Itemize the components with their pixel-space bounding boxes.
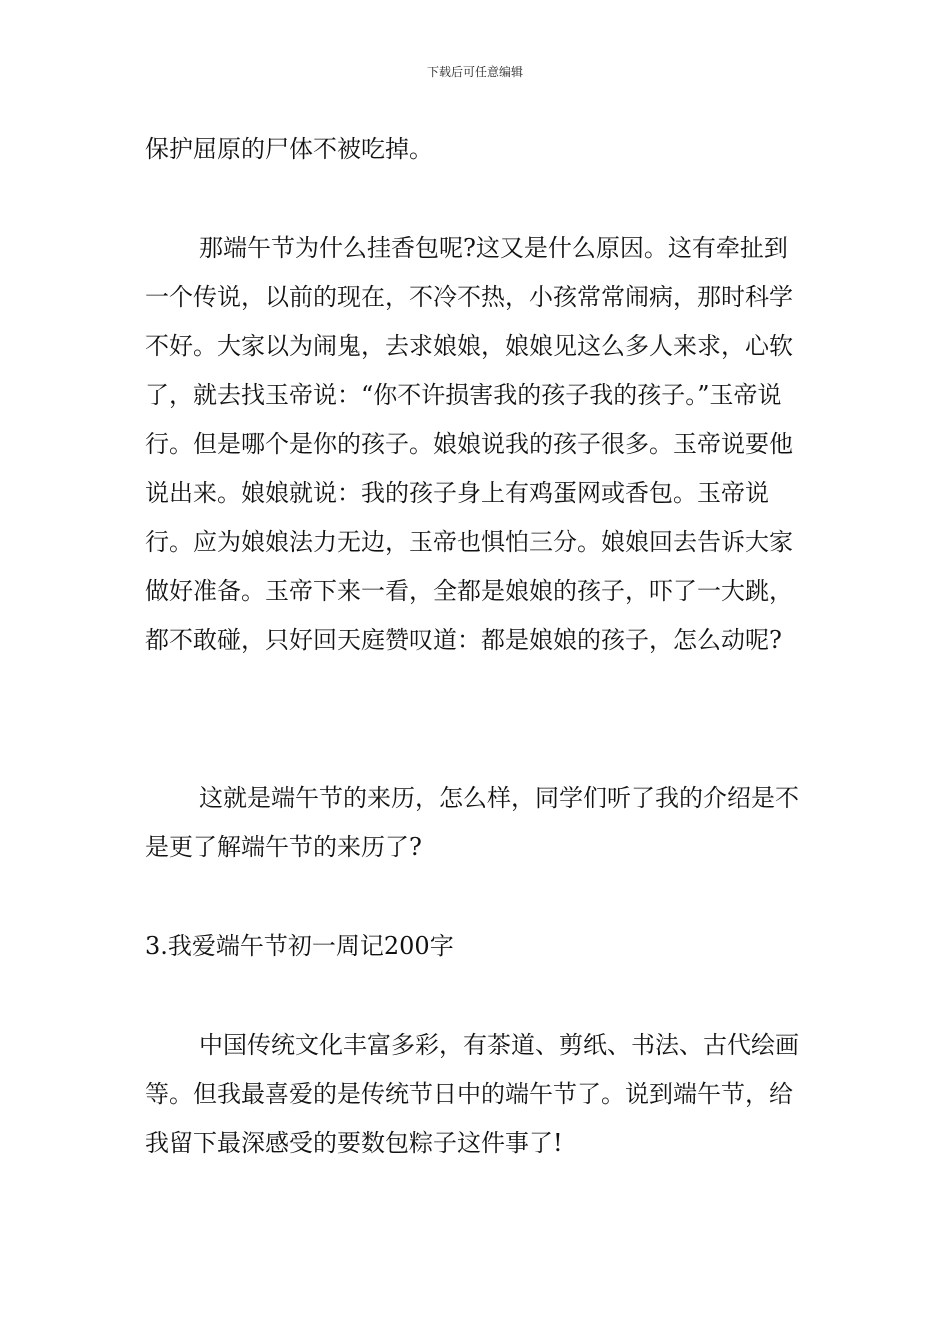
paragraph-xiangbao-legend: 那端午节为什么挂香包呢?这又是什么原因。这有牵扯到一个传说，以前的现在，不冷不热，小孩常常闹病，那时科学不好。大家以为闹鬼，去求娘娘，娘娘见这么多人来求，心软了，就去找玉帝说：“你不许损害我的孩子我的孩子。”玉帝说行。但是哪个是你的孩子。娘娘说我的孩子很多。玉帝说要他说出来。娘娘就说：我的孩子身上有鸡蛋网或香包。玉帝说行。应为娘娘法力无边，玉帝也惧怕三分。娘娘回去告诉大家做好准备。玉帝下来一看，全都是娘娘的孩子，吓了一大跳，都不敢碰，只好回天庭赞叹道：都是娘娘的孩子，怎么动呢? <box>145 234 793 654</box>
section-heading: 3.我爱端午节初一周记200字 <box>145 932 454 960</box>
paragraph-conclusion: 这就是端午节的来历，怎么样，同学们听了我的介绍是不是更了解端午节的来历了? <box>145 784 799 861</box>
paragraph-continuation: 保护屈原的尸体不被吃掉。 <box>145 135 433 163</box>
page-header: 下载后可任意编辑 <box>426 65 523 79</box>
paragraph-culture: 中国传统文化丰富多彩，有茶道、剪纸、书法、古代绘画等。但我最喜爱的是传统节日中的端午节了。说到端午节，给我留下最深感受的要数包粽子这件事了! <box>145 1031 799 1157</box>
